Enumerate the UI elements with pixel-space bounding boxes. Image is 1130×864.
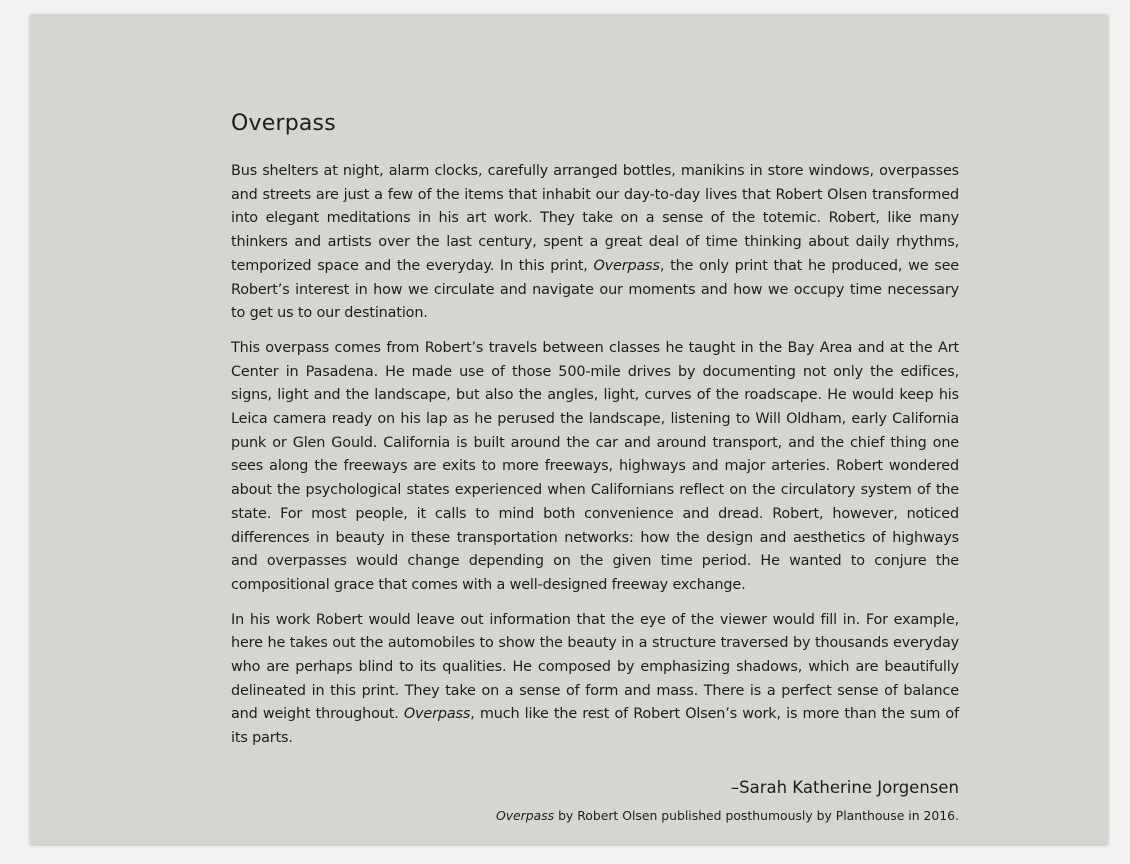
paragraph-3-text-a: In his work Robert would leave out information that the eye of the viewer would fill in. For example, here he takes out the automobiles to show the beauty in a structure traversed by thousands everyday who are perhaps blind to its qualities. He composed by emphasizing shadows, which are beautifully delineated in this print. They take on a sense of form and mass. There is a perfect sense of balance and weight throughout. xyxy=(231,611,959,723)
document-title: Overpass xyxy=(231,111,336,136)
paragraph-1-text-a: Bus shelters at night, alarm clocks, carefully arranged bottles, manikins in store windows, overpasses and streets are just a few of the items that inhabit our day-to-day lives that Robert Olsen transformed into elegant meditations in his art work. They take on a sense of the totemic. Robert, like many thinkers and artists over the last century, spent a great deal of time thinking about daily rhythms, temporized space and the everyday. In this print, xyxy=(231,163,959,274)
publication-credit xyxy=(231,807,959,825)
document-body xyxy=(231,110,959,825)
credit-text: by Robert Olsen published posthumously by Planthouse in 2016. xyxy=(554,807,959,823)
paper-sheet xyxy=(30,14,1108,844)
paragraph-1-text-b: , the only print that he produced, we see Robert’s interest in how we circulate and navigate our moments and how we occupy time necessary to get us to our destination. xyxy=(231,257,959,322)
paragraph-3-italic-title: Overpass xyxy=(403,706,471,723)
paragraph-2: This overpass comes from Robert’s travels between classes he taught in the Bay Area and at the Art Center in Pasadena. He made use of those 500-mile drives by documenting not only the edifices, signs, light and the landscape, but also the angles, light, curves of the roadscape. He would keep his Leica camera ready on his lap as he perused the landscape, listening to Will Oldham, early California punk or Glen Gould. California is built around the car and around transport, and the chief thing one sees along the freeways are exits to more freeways, highways and major arteries. Robert wondered about the psychological states experienced when Californians reflect on the circulatory system of the state. For most people, it calls to mind both convenience and dread. Robert, however, noticed differences in beauty in these transportation networks: how the design and aesthetics of highways and overpasses would change depending on the given time period. He wanted to conjure the compositional grace that comes with a well-designed freeway exchange. xyxy=(231,339,959,593)
author-signature: –Sarah Katherine Jorgensen xyxy=(730,777,959,797)
credit-italic-title: Overpass xyxy=(495,807,555,823)
paragraph-1-italic-title: Overpass xyxy=(593,257,660,274)
paragraph-3-text-b: , much like the rest of Robert Olsen’s work, is more than the sum of its parts. xyxy=(231,706,959,747)
paragraph-3 xyxy=(231,609,959,751)
paragraph-1 xyxy=(231,160,959,326)
